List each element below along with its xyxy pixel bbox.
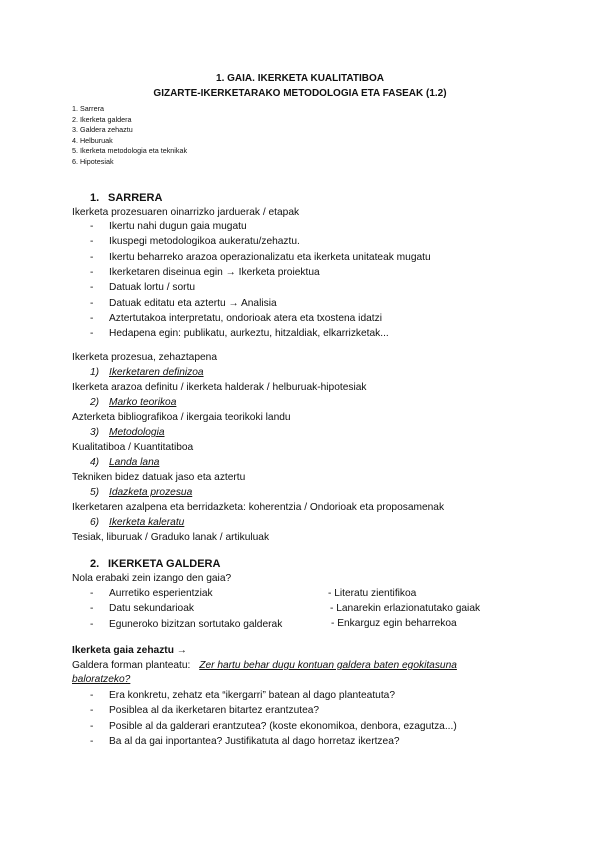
right-list-item: - Lanarekin erlazionatutako gaiak [330,603,481,614]
process-title: Ikerketa prozesua, zehaztapena [72,352,217,363]
document-page: 1. GAIA. IKERKETA KUALITATIBOA GIZARTE-IKERKETARAKO METODOLOGIA ETA FASEAK (1.2) 1. Sarrera 2. Ikerketa galdera 3. Galdera zehaztu 4. Helburuak 5. Ikerketa metodologia eta teknikak 6. Hipotesiak 1. SARRERA Ikerketa prozesuaren oinarrizko jarduerak / etapak - Ikertu nahi dugun gaia mugatu - Ikuspegi metodologikoa aukeratu/zehaztu. - Ikertu beharreko arazoa operazionalizatu eta ikerketa unitateak mugatu - Ikerketaren diseinua egin → Ikerketa proiektua - Datuak lortu / sortu - Datuak editatu eta aztertu → Analisia - Aztertutakoa interpretatu, ondorioak atera eta txostena idatzi - Hedapena egin: publikatu, aurkeztu, hitzaldiak, elkarrizketak... Ikerketa prozesua, zehaztapena 1) Ikerketaren definizoa Ikerketa arazoa definitu / ikerketa halderak / helburuak-hipotesiak 2) Marko teorikoa Azterketa bibliografikoa / ikergaia teorikoki landu 3) Metodologia Kualitatiboa / Kuantitatiboa 4) Landa lana Tekniken bidez datuak jaso eta aztertu 5) Idazketa prozesua Ikerketaren azalpena eta berridazketa: koherentzia / Ondorioak eta proposamenak 6) Ikerketa kaleratu Tesiak, liburuak / Graduko lanak / artikuluak 2. IKERKETA GALDERA Nola erabaki zein izango den gaia? - Aurretiko esperientziak - Datu sekundarioak - Eguneroko bizitzan sortutako galderak - Literatu zientifikoa - Lanarekin erlazionatutako gaiak - Enkarguz egin beharrekoa Ikerketa gaia zehaztu → Galdera forman planteatu: Zer hartu behar dugu kontuan galdera baten egokitasuna baloratzeko? - Era konkretu, zehatz eta “ikergarri” batean al dago planteatuta? - Posiblea al da ikerketaren bitartez erantzutea? - Posible al da galderari erantzutea? (koste ekonomikoa, denbora, ezagutza...) - Ba al da gai inportantea? Justifikatuta al dago horretaz ikertzea? [0,0,600,848]
section-1-intro: Ikerketa prozesuaren oinarrizko jarduerak / etapak [72,207,300,218]
process-step-description: Ikerketa arazoa definitu / ikerketa halderak / helburuak-hipotesiak [72,382,367,393]
question-line [72,660,457,671]
toc-item: 1. Sarrera [72,104,104,113]
process-step-description: Tekniken bidez datuak jaso eta aztertu [72,472,246,483]
section-2-number: 2. [90,558,100,570]
toc-item: 5. Ikerketa metodologia eta teknikak [72,146,188,156]
right-list-item: - Literatu zientifikoa [328,588,417,599]
toc-item: 6. Hipotesiak [72,156,114,166]
document-subtitle: GIZARTE-IKERKETARAKO METODOLOGIA ETA FASEAK (1.2) [153,88,447,99]
question-line-continuation: baloratzeko? [72,674,131,685]
document-title: 1. GAIA. IKERKETA KUALITATIBOA [216,73,384,84]
process-step-description: Ikerketaren azalpena eta berridazketa: koherentzia / Ondorioak eta proposamenak [72,502,445,513]
section-2-intro: Nola erabaki zein izango den gaia? [72,573,232,584]
subsection-heading: Ikerketa gaia zehaztu → [72,645,187,656]
section-1-heading: SARRERA [108,192,163,204]
toc-item: 3. Galdera zehaztu [72,125,133,135]
question-italic: Zer hartu behar dugu kontuan galdera baten egokitasuna [199,660,457,671]
right-list-item: - Enkarguz egin beharrekoa [331,618,457,629]
section-2-heading: IKERKETA GALDERA [108,558,221,570]
toc-item: 4. Helburuak [72,135,113,145]
question-label: Galdera forman planteatu: [72,660,191,671]
table-of-contents [72,104,187,168]
section-1-number: 1. [90,192,100,204]
process-step-description: Azterketa bibliografikoa / ikergaia teorikoki landu [72,412,291,423]
process-step-description: Tesiak, liburuak / Graduko lanak / artikuluak [72,532,270,543]
process-step-description: Kualitatiboa / Kuantitatiboa [72,442,194,453]
toc-item: 2. Ikerketa galdera [72,114,132,124]
